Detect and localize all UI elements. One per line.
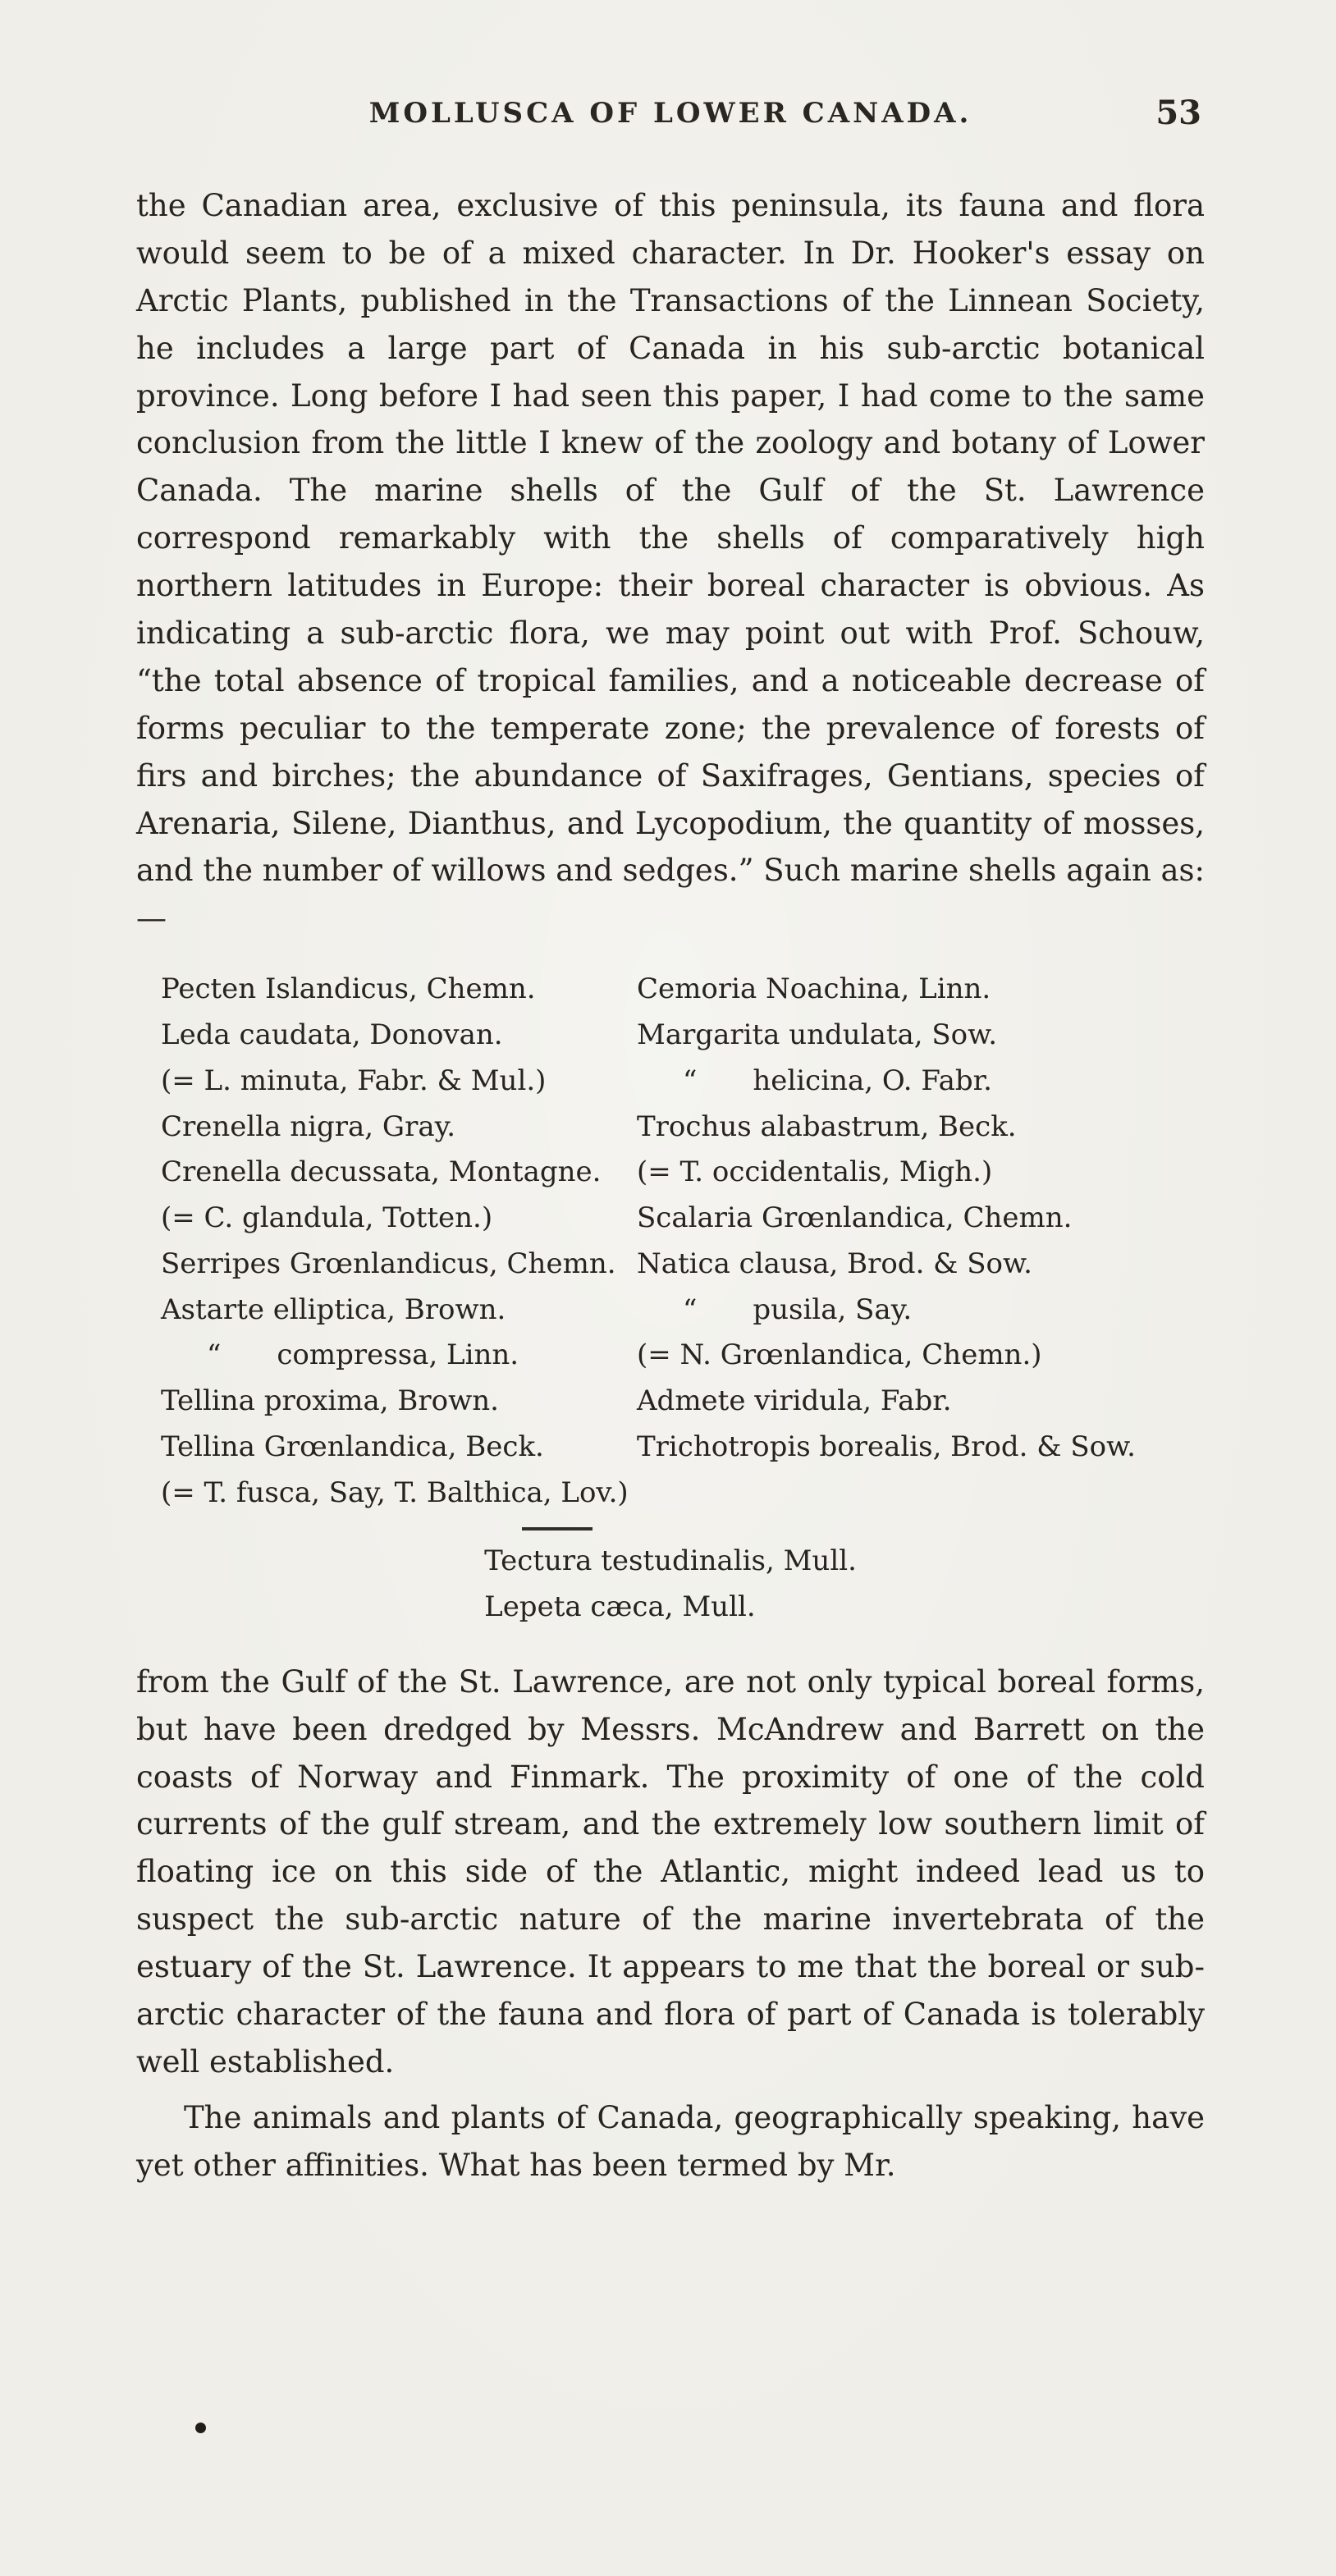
species-item: “ compressa, Linn.: [207, 1338, 519, 1372]
species-item: Natica clausa, Brod. & Sow.: [637, 1247, 1032, 1280]
species-columns: [136, 967, 1205, 1516]
species-item: Tellina proxima, Brown.: [161, 1384, 499, 1417]
species-item: “ helicina, O. Fabr.: [683, 1064, 992, 1097]
species-item: Lepeta cæca, Mull.: [484, 1590, 756, 1623]
paragraph-gap: [136, 2086, 1205, 2094]
species-item: Astarte elliptica, Brown.: [161, 1293, 506, 1326]
species-item: Crenella nigra, Gray.: [161, 1110, 456, 1143]
paragraph-3: The animals and plants of Canada, geographically speaking, have yet other affinities. What has been termed by Mr.: [136, 2099, 1205, 2183]
species-item: Pecten Islandicus, Chemn.: [161, 972, 536, 1006]
printers-ink-dot: [195, 2423, 206, 2433]
page-title: MOLLUSCA OF LOWER CANADA.: [368, 97, 972, 130]
species-column-left: [136, 967, 637, 1516]
body-text: [136, 182, 1205, 2189]
species-item: (= C. glandula, Totten.): [161, 1201, 493, 1234]
species-item: Cemoria Noachina, Linn.: [637, 972, 991, 1006]
species-item: Trochus alabastrum, Beck.: [637, 1110, 1017, 1143]
species-centered-wrap: [136, 1539, 1205, 1631]
running-header: [136, 94, 1205, 143]
species-item: (= N. Grœnlandica, Chemn.): [637, 1338, 1042, 1372]
section-divider-dash: [522, 1527, 593, 1531]
species-item: Scalaria Grœnlandica, Chemn.: [637, 1201, 1073, 1234]
species-item: (= T. occidentalis, Migh.): [637, 1155, 993, 1189]
species-centered-list: [484, 1539, 857, 1631]
paragraph-2: from the Gulf of the St. Lawrence, are not only typical boreal forms, but have been dredged by Messrs. McAndrew and Barrett on the coasts of Norway and Finmark. The proximity of one of the cold currents of the gulf stream, and the extremely low southern limit of floating ice on this side of the Atlantic, might indeed lead us to suspect the sub-arctic nature of the marine invertebrata of the estuary of the St. Lawrence. It appears to me that the boreal or sub-arctic character of the fauna and flora of part of Canada is tolerably well established.: [136, 1663, 1205, 2080]
species-item: Serripes Grœnlandicus, Chemn.: [161, 1247, 616, 1280]
page-number: 53: [1155, 94, 1201, 132]
paragraph-1: the Canadian area, exclusive of this peninsula, its fauna and flora would seem to be of a mixed character. In Dr. Hooker's essay on Arctic Plants, published in the Transactions of the Linnean Society, he includes a large part of Canada in his sub-arctic botanical province. Long before I had seen this paper, I had come to the same conclusion from the little I knew of the zoology and botany of Lower Canada. The marine shells of the Gulf of the St. Lawrence correspond remarkably with the shells of comparatively high northern latitudes in Europe: their boreal character is obvious. As indicating a sub-arctic flora, we may point out with Prof. Schouw, “the total absence of tropical families, and a noticeable decrease of forms peculiar to the temperate zone; the prevalence of forests of firs and birches; the abundance of Saxifrages, Gentians, species of Arenaria, Silene, Dianthus, and Lycopodium, the quantity of mosses, and the number of willows and sedges.” Such marine shells again as:—: [136, 188, 1205, 936]
species-item: Trichotropis borealis, Brod. & Sow.: [637, 1430, 1136, 1463]
species-item: Tectura testudinalis, Mull.: [484, 1544, 857, 1578]
species-list-section: [136, 967, 1205, 1631]
species-column-right: [637, 967, 1205, 1516]
species-item: Crenella decussata, Montagne.: [161, 1155, 602, 1189]
species-item: “ pusila, Say.: [683, 1293, 913, 1326]
species-item: (= L. minuta, Fabr. & Mul.): [161, 1064, 547, 1097]
species-item: Admete viridula, Fabr.: [637, 1384, 952, 1417]
species-item: Tellina Grœnlandica, Beck.: [161, 1430, 544, 1463]
species-item: Leda caudata, Donovan.: [161, 1018, 503, 1051]
species-item: Margarita undulata, Sow.: [637, 1018, 998, 1051]
species-item: (= T. fusca, Say, T. Balthica, Lov.): [161, 1476, 629, 1509]
